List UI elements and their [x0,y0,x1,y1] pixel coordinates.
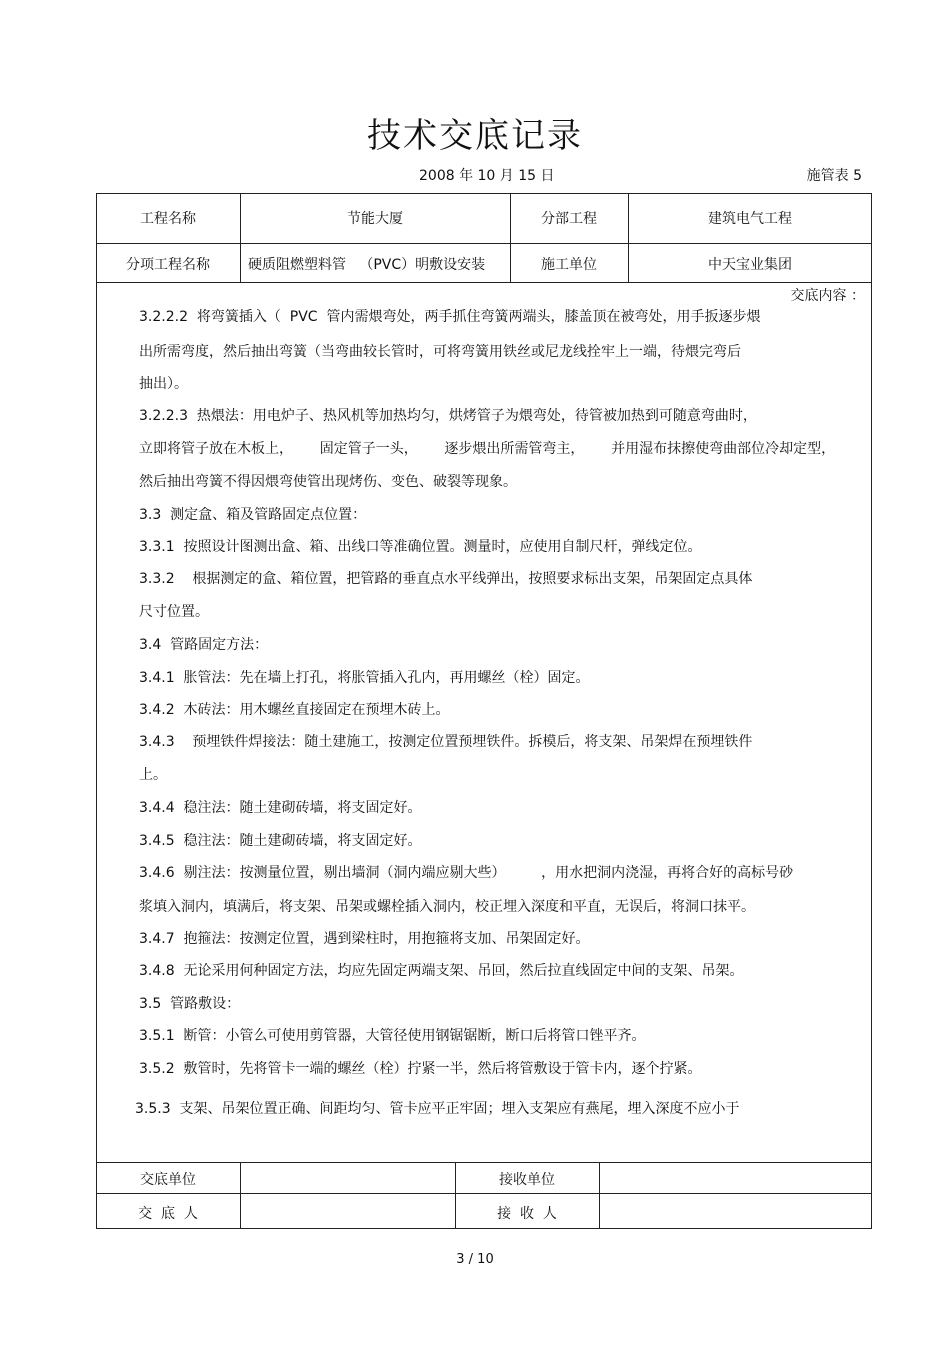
content-line: 3.2.2.3 热煨法：用电炉子、热风机等加热均匀，烘烤管子为煨弯处，待管被加热到可随意弯曲时， [139,408,757,424]
project-name-value: 节能大厦 [347,211,403,227]
content-line: 3.4.3 预埋铁件焊接法：随土建施工，按测定位置预埋铁件。拆模后，将支架、吊架焊在预埋铁件 [139,734,753,750]
content-line: 3.5.3 支架、吊架位置正确、间距均匀、管卡应平正牢固；埋入支架应有燕尾，埋入深度不应小于 [135,1101,740,1117]
receiving-unit-label: 接收单位 [499,1172,555,1188]
content-line: 3.3 测定盒、箱及管路固定点位置： [139,507,367,523]
content-line: 3.4.4 稳注法：随土建砌砖墙，将支固定好。 [139,800,422,816]
construction-unit-value: 中天宝业集团 [708,257,792,273]
footer-top-divider [96,1162,872,1163]
receiving-person-label: 接 收 人 [497,1206,557,1222]
footer-row-divider [96,1193,872,1194]
content-line: 3.2.2.2 将弯簧插入（ PVC 管内需煨弯处，两手抓住弯簧两端头，膝盖顶在被弯处，用手扳逐步煨 [139,309,761,325]
content-line: 3.4.1 胀管法：先在墙上打孔，将胀管插入孔内，再用螺丝（栓）固定。 [139,670,590,686]
content-line: 3.3.2 根据测定的盒、箱位置，把管路的垂直点水平线弹出，按照要求标出支架，吊架固定点具体 [139,571,753,587]
item-label: 分项工程名称 [126,257,210,273]
header-row-divider [96,243,872,244]
sub-project-value: 建筑电气工程 [708,211,792,227]
project-name-label: 工程名称 [140,211,196,227]
content-line: 抽出）。 [139,376,188,392]
content-line: 3.4.7 抱箍法：按测定位置，遇到梁柱时，用抱箍将支加、吊架固定好。 [139,931,590,947]
header-col-divider-1 [240,193,241,282]
construction-unit-label: 施工单位 [541,257,597,273]
content-line: 上。 [139,767,167,783]
content-line: 浆填入洞内，填满后，将支架、吊架或螺栓插入洞内，校正埋入深度和平直，无误后，将洞口抹平。 [139,899,755,915]
content-line: 出所需弯度，然后抽出弯簧（当弯曲较长管时，可将弯簧用铁丝或尼龙线拴牢上一端，待煨完弯后 [139,344,741,360]
content-line: 尺寸位置。 [139,604,209,620]
content-line: 3.5.2 敷管时，先将管卡一端的螺丝（栓）拧紧一半，然后将管敷设于管卡内，逐个拧紧。 [139,1061,702,1077]
content-line: 3.4.5 稳注法：随土建砌砖墙，将支固定好。 [139,833,422,849]
page-number: 3 / 10 [456,1252,494,1267]
record-date: 2008 年 10 月 15 日 [419,168,555,184]
content-label: 交底内容 ： [790,288,865,304]
document-title: 技术交底记录 [367,116,583,156]
content-line: 3.5 管路敷设： [139,996,241,1012]
content-line: 3.4 管路固定方法： [139,637,269,653]
content-line: 3.4.8 无论采用何种固定方法，均应先固定两端支架、吊回，然后拉直线固定中间的支架、吊架。 [139,963,744,979]
content-line: 3.3.1 按照设计图测出盒、箱、出线口等准确位置。测量时，应使用自制尺杆，弹线定位。 [139,539,702,555]
content-line: 3.5.1 断管：小管么可使用剪管器，大管径使用钢锯锯断，断口后将管口锉平齐。 [139,1028,646,1044]
footer-col-divider-1 [240,1162,241,1229]
content-line: 然后抽出弯簧不得因煨弯使管出现烤伤、变色、破裂等现象。 [139,474,517,490]
header-bottom-divider [96,282,872,283]
sub-project-label: 分部工程 [541,211,597,227]
content-line: 立即将管子放在木板上， 固定管子一头， 逐步煨出所需管弯主， 并用湿布抹擦使弯曲部位冷却定型， [139,441,836,457]
handover-unit-label: 交底单位 [140,1172,196,1188]
content-line: 3.4.6 剔注法：按测量位置，剔出墙洞（洞内端应剔大些） ，用水把洞内浇湿，再将合好的高标号砂 [139,865,794,881]
form-number: 施管表 5 [806,168,862,184]
footer-col-divider-3 [599,1162,600,1229]
item-value: 硬质阻燃塑料管 （PVC）明敷设安装 [248,257,486,273]
content-line: 3.4.2 木砖法：用木螺丝直接固定在预埋木砖上。 [139,702,450,718]
handover-person-label: 交 底 人 [138,1206,198,1222]
